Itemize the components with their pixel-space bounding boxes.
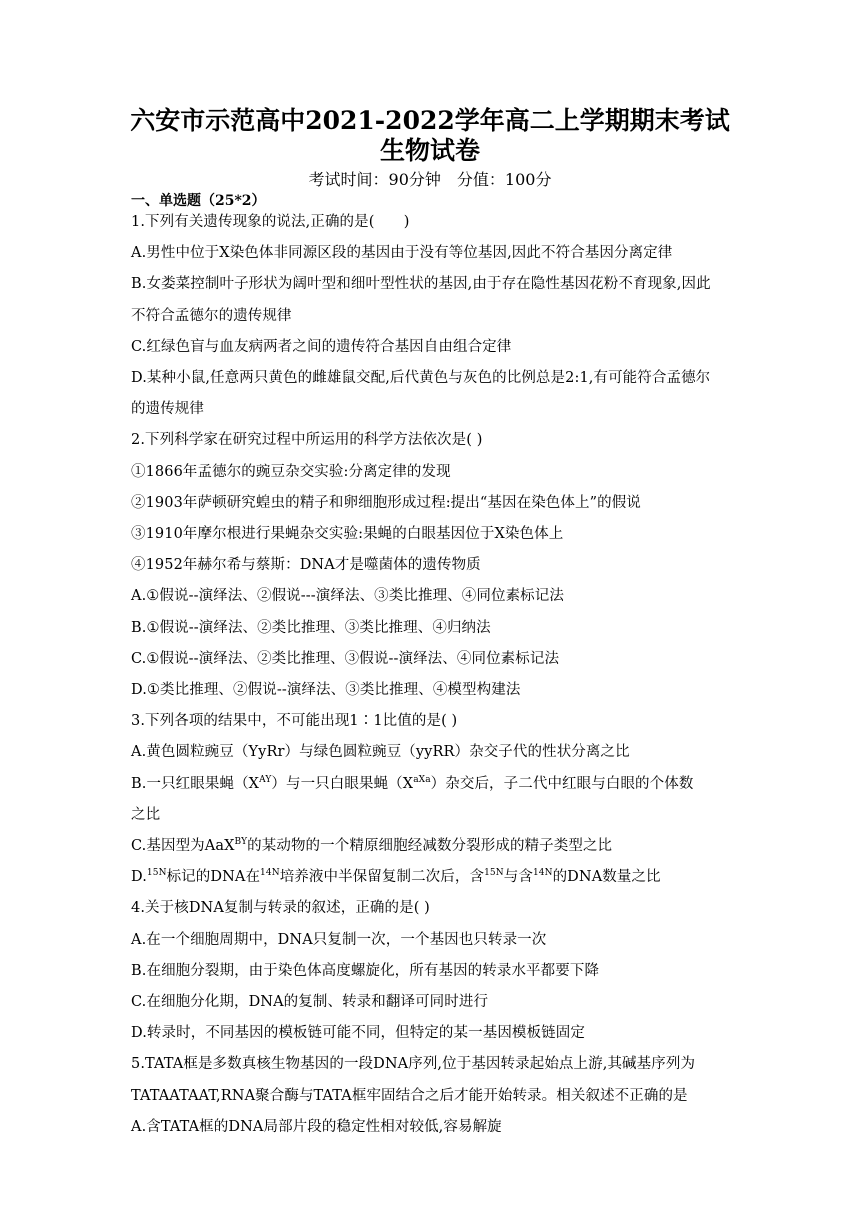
text-line: D.某种小鼠,任意两只黄色的雌雄鼠交配,后代黄色与灰色的比例总是2:1,有可能符合孟德尔 [131,370,711,386]
text-line: ④1952年赫尔希与蔡斯：DNA才是噬菌体的遗传物质 [131,557,481,573]
exam-info: 考试时间：90分钟 分值：100分 [308,170,552,189]
text-line: 的遗传规律 [131,401,204,417]
text-line: A.在一个细胞周期中，DNA只复制一次，一个基因也只转录一次 [131,932,547,948]
exam-subject-title: 生物试卷 [379,136,480,165]
text-line: 之比 [131,807,161,823]
text-line: A.①假说--演绎法、②假说---演绎法、③类比推理、④同位素标记法 [131,588,564,604]
text-line: ③1910年摩尔根进行果蝇杂交实验:果蝇的白眼基因位于X染色体上 [131,526,564,542]
text-line: C.基因型为AaX$^{BY}$的某动物的一个精原细胞经减数分裂形成的精子类型之比 [131,837,613,854]
text-line: C.在细胞分化期，DNA的复制、转录和翻译可同时进行 [131,994,489,1010]
text-line: ①1866年孟德尔的豌豆杂交实验:分离定律的发现 [131,464,451,480]
text-line: D.转录时，不同基因的模板链可能不同，但特定的某一基因模板链固定 [131,1025,585,1041]
text-line: 2.下列科学家在研究过程中所运用的科学方法依次是( ) [131,432,483,448]
text-line: B.在细胞分裂期，由于染色体高度螺旋化，所有基因的转录水平都要下降 [131,963,600,979]
text-line: 1.下列有关遗传现象的说法,正确的是( ) [131,214,410,230]
text-line: B.一只红眼果蝇$(X^{AY})$与一只白眼果蝇$(X^{aXa})$杂交后，子二代中红眼与白眼的个体数 [131,775,694,792]
text-line: B.女娄菜控制叶子形状为阔叶型和细叶型性状的基因,由于存在隐性基因花粉不育现象,因此 [131,276,711,292]
text-line: A.黄色圆粒豌豆（YyRr）与绿色圆粒豌豆（yyRR）杂交子代的性状分离之比 [131,744,630,760]
text-line: A.男性中位于X染色体非同源区段的基因由于没有等位基因,因此不符合基因分离定律 [131,245,673,261]
text-line: TATAATAAT,RNA聚合酶与TATA框牢固结合之后才能开始转录。相关叙述不正确的是 [131,1088,688,1104]
text-line: 5.TATA框是多数真核生物基因的一段DNA序列,位于基因转录起始点上游,其碱基序列为 [131,1056,696,1072]
text-line: D.①类比推理、②假说--演绎法、③类比推理、④模型构建法 [131,682,521,698]
section-heading: 一、单选题（25*2） [131,193,266,209]
text-line: 3.下列各项的结果中，不可能出现1∶1比值的是( ) [131,713,458,729]
text-line: 不符合孟德尔的遗传规律 [131,308,292,324]
text-line: 4.关于核DNA复制与转录的叙述，正确的是( ) [131,900,430,916]
text-line: C.①假说--演绎法、②类比推理、③假说--演绎法、④同位素标记法 [131,651,560,667]
exam-title: 六安市示范高中2021-2022学年高二上学期期末考试 [130,106,730,135]
text-line: B.①假说--演绎法、②类比推理、③类比推理、④归纳法 [131,620,491,636]
text-line: C.红绿色盲与血友病两者之间的遗传符合基因自由组合定律 [131,339,512,355]
text-line: A.含TATA框的DNA局部片段的稳定性相对较低,容易解旋 [131,1119,502,1135]
text-line: ②1903年萨顿研究蝗虫的精子和卵细胞形成过程:提出“基因在染色体上”的假说 [131,495,641,511]
text-line: D.$^{15N}$标记的DNA在$^{14N}$培养液中半保留复制二次后，含$^{15N}$与含$^{14N}$的DNA数量之比 [131,868,661,885]
